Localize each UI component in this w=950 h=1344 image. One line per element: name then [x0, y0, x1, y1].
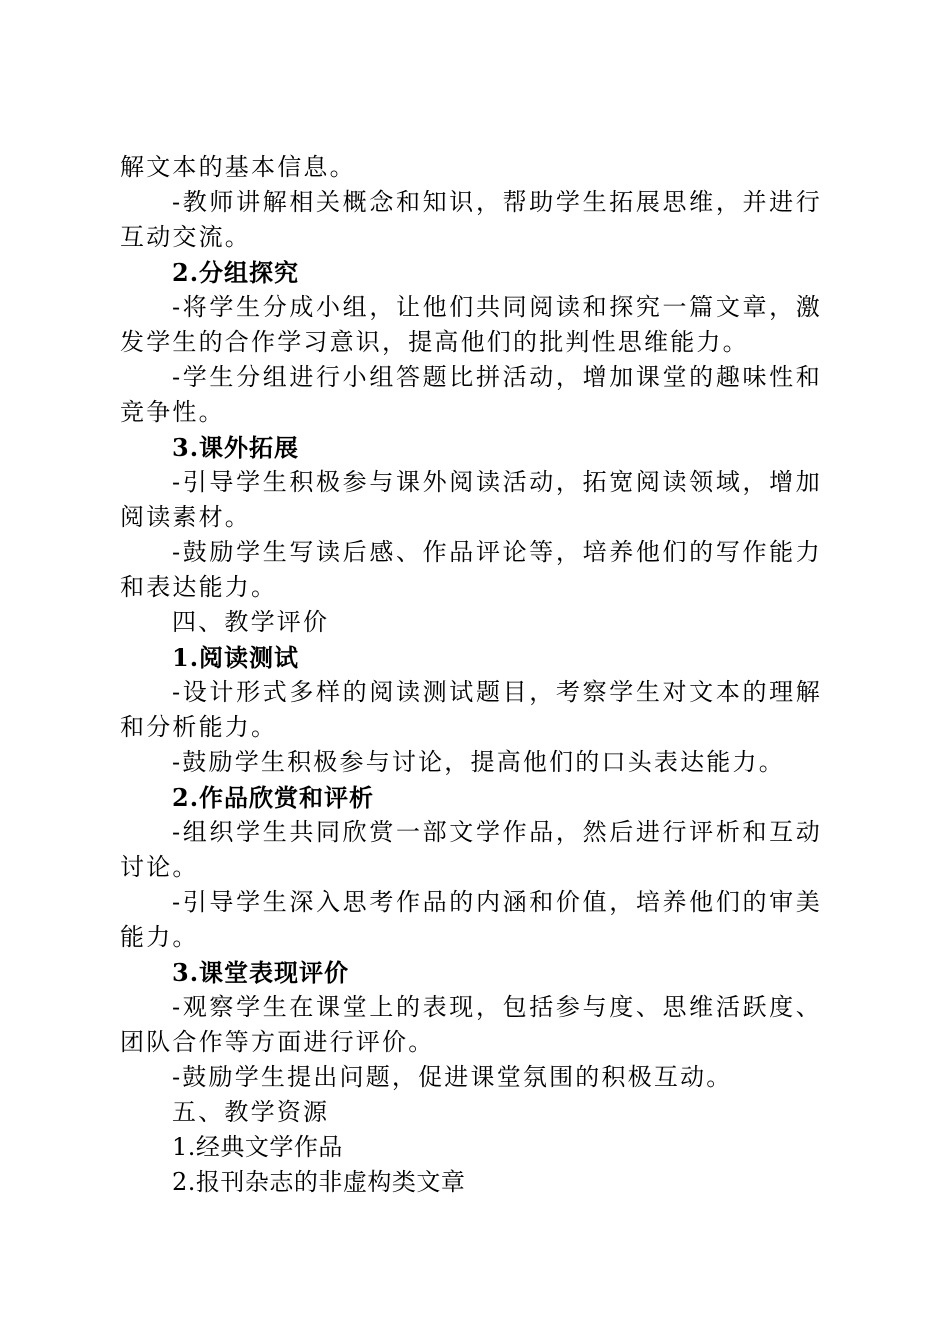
heading-class-performance: 3.课堂表现评价: [172, 958, 350, 987]
paragraph-ask-questions: -鼓励学生提出问题，促进课堂氛围的积极互动。: [172, 1063, 733, 1091]
paragraph-discussion: -鼓励学生积极参与讨论，提高他们的口头表达能力。: [172, 748, 785, 776]
paragraph-group-reading: -将学生分成小组，让他们共同阅读和探究一篇文章，激发学生的合作学习意识，提高他们的批判性思维能力。: [120, 293, 822, 356]
paragraph-extracurricular-reading: -引导学生积极参与课外阅读活动，拓宽阅读领域，增加阅读素材。: [120, 468, 822, 531]
heading-work-appreciation: 2.作品欣赏和评析: [172, 783, 375, 812]
heading-group-inquiry: 2.分组探究: [172, 258, 300, 287]
paragraph-writing-encourage: -鼓励学生写读后感、作品评论等，培养他们的写作能力和表达能力。: [120, 538, 822, 601]
paragraph-appreciate-work: -组织学生共同欣赏一部文学作品，然后进行评析和互动讨论。: [120, 818, 822, 881]
document-page: [120, 150, 822, 1200]
section-heading-evaluation: 四、教学评价: [172, 608, 330, 636]
paragraph-observe-students: -观察学生在课堂上的表现，包括参与度、思维活跃度、团队合作等方面进行评价。: [120, 993, 822, 1056]
paragraph-deep-thinking: -引导学生深入思考作品的内涵和价值，培养他们的审美能力。: [120, 888, 822, 951]
section-heading-resources: 五、教学资源: [172, 1098, 330, 1126]
paragraph-continuation: 解文本的基本信息。: [120, 153, 356, 181]
paragraph-teacher-explain: -教师讲解相关概念和知识，帮助学生拓展思维，并进行互动交流。: [120, 188, 822, 251]
heading-reading-test: 1.阅读测试: [172, 643, 300, 672]
list-item-nonfiction-articles: 2.报刊杂志的非虚构类文章: [172, 1168, 466, 1196]
paragraph-group-contest: -学生分组进行小组答题比拼活动，增加课堂的趣味性和竞争性。: [120, 363, 822, 426]
paragraph-test-design: -设计形式多样的阅读测试题目，考察学生对文本的理解和分析能力。: [120, 678, 822, 741]
heading-extracurricular: 3.课外拓展: [172, 433, 300, 462]
list-item-classic-works: 1.经典文学作品: [172, 1133, 343, 1161]
